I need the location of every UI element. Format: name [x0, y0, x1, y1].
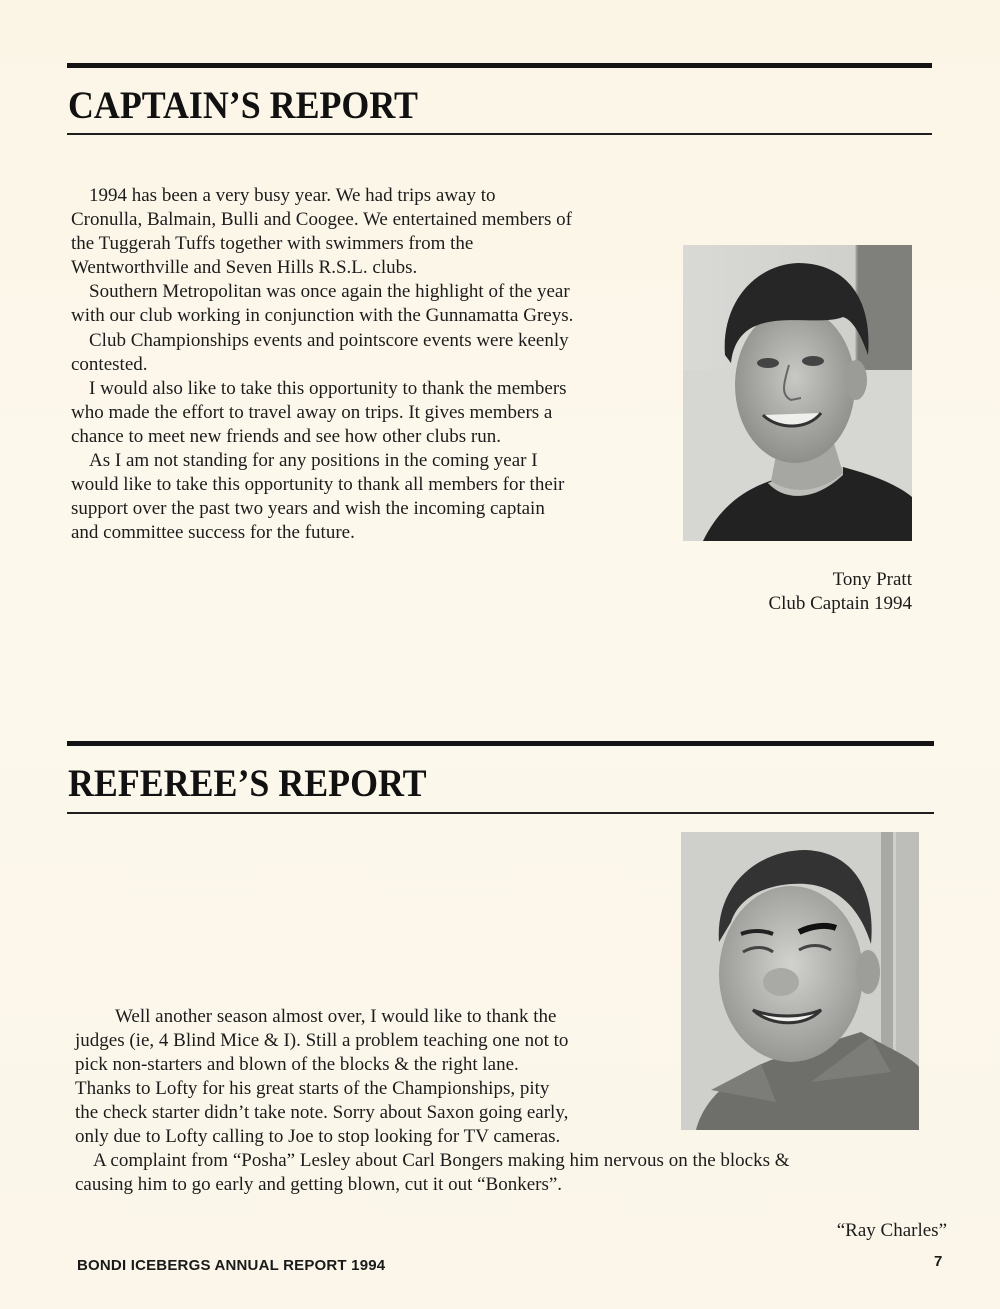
- body-line: only due to Lofty calling to Joe to stop looking for TV cameras.: [75, 1126, 561, 1148]
- body-line: I would also like to take this opportunity to thank the members: [89, 377, 567, 399]
- body-line: Wentworthville and Seven Hills R.S.L. clubs.: [71, 257, 418, 279]
- caption-name: Tony Pratt: [832, 569, 912, 590]
- body-line: Well another season almost over, I would like to thank the: [115, 1006, 557, 1027]
- referee-portrait-photo: [681, 832, 919, 1130]
- body-line: causing him to go early and getting blown, cut it out “Bonkers”.: [75, 1174, 563, 1196]
- portrait-image: [681, 832, 919, 1130]
- captain-portrait-photo: [683, 245, 912, 541]
- portrait-image: [683, 245, 912, 541]
- body-line: and committee success for the future.: [71, 522, 355, 544]
- body-line: Cronulla, Balmain, Bulli and Coogee. We entertained members of: [71, 209, 572, 231]
- referees-report-body: [75, 1005, 685, 1150]
- body-line: the check starter didn’t take note. Sorry about Saxon going early,: [75, 1102, 569, 1124]
- section-top-rule: [67, 63, 932, 68]
- body-line: support over the past two years and wish the incoming captain: [71, 498, 545, 520]
- referees-report-title: REFEREE’S REPORT: [68, 762, 427, 805]
- captain-photo-caption: [683, 568, 912, 616]
- body-line: A complaint from “Posha” Lesley about Carl Bongers making him nervous on the blocks &: [93, 1150, 790, 1171]
- body-line: would like to take this opportunity to thank all members for their: [71, 474, 565, 496]
- body-line: pick non-starters and blown of the blocks & the right lane.: [75, 1054, 519, 1076]
- page-number: 7: [934, 1253, 943, 1270]
- body-line: As I am not standing for any positions in the coming year I: [89, 450, 538, 472]
- referee-signature: “Ray Charles”: [836, 1220, 947, 1241]
- body-line: with our club working in conjunction with the Gunnamatta Greys.: [71, 305, 574, 327]
- body-line: Southern Metropolitan was once again the highlight of the year: [89, 281, 570, 303]
- body-line: Club Championships events and pointscore events were keenly: [89, 329, 569, 351]
- captains-report-body: [71, 184, 661, 545]
- body-line: who made the effort to travel away on trips. It gives members a: [71, 401, 553, 423]
- section-title-underline: [67, 133, 932, 135]
- referees-report-body-continued: [75, 1149, 925, 1197]
- caption-role: Club Captain 1994: [768, 593, 912, 614]
- body-line: 1994 has been a very busy year. We had trips away to: [89, 185, 496, 206]
- body-line: Thanks to Lofty for his great starts of the Championships, pity: [75, 1078, 550, 1100]
- publication-title: BONDI ICEBERGS ANNUAL REPORT 1994: [77, 1257, 386, 1274]
- section-title-underline: [67, 812, 934, 814]
- body-line: the Tuggerah Tuffs together with swimmers from the: [71, 233, 474, 255]
- body-line: chance to meet new friends and see how other clubs run.: [71, 425, 501, 447]
- captains-report-title: CAPTAIN’S REPORT: [68, 84, 418, 127]
- body-line: contested.: [71, 353, 148, 375]
- body-line: judges (ie, 4 Blind Mice & I). Still a problem teaching one not to: [75, 1030, 569, 1052]
- section-top-rule: [67, 741, 934, 746]
